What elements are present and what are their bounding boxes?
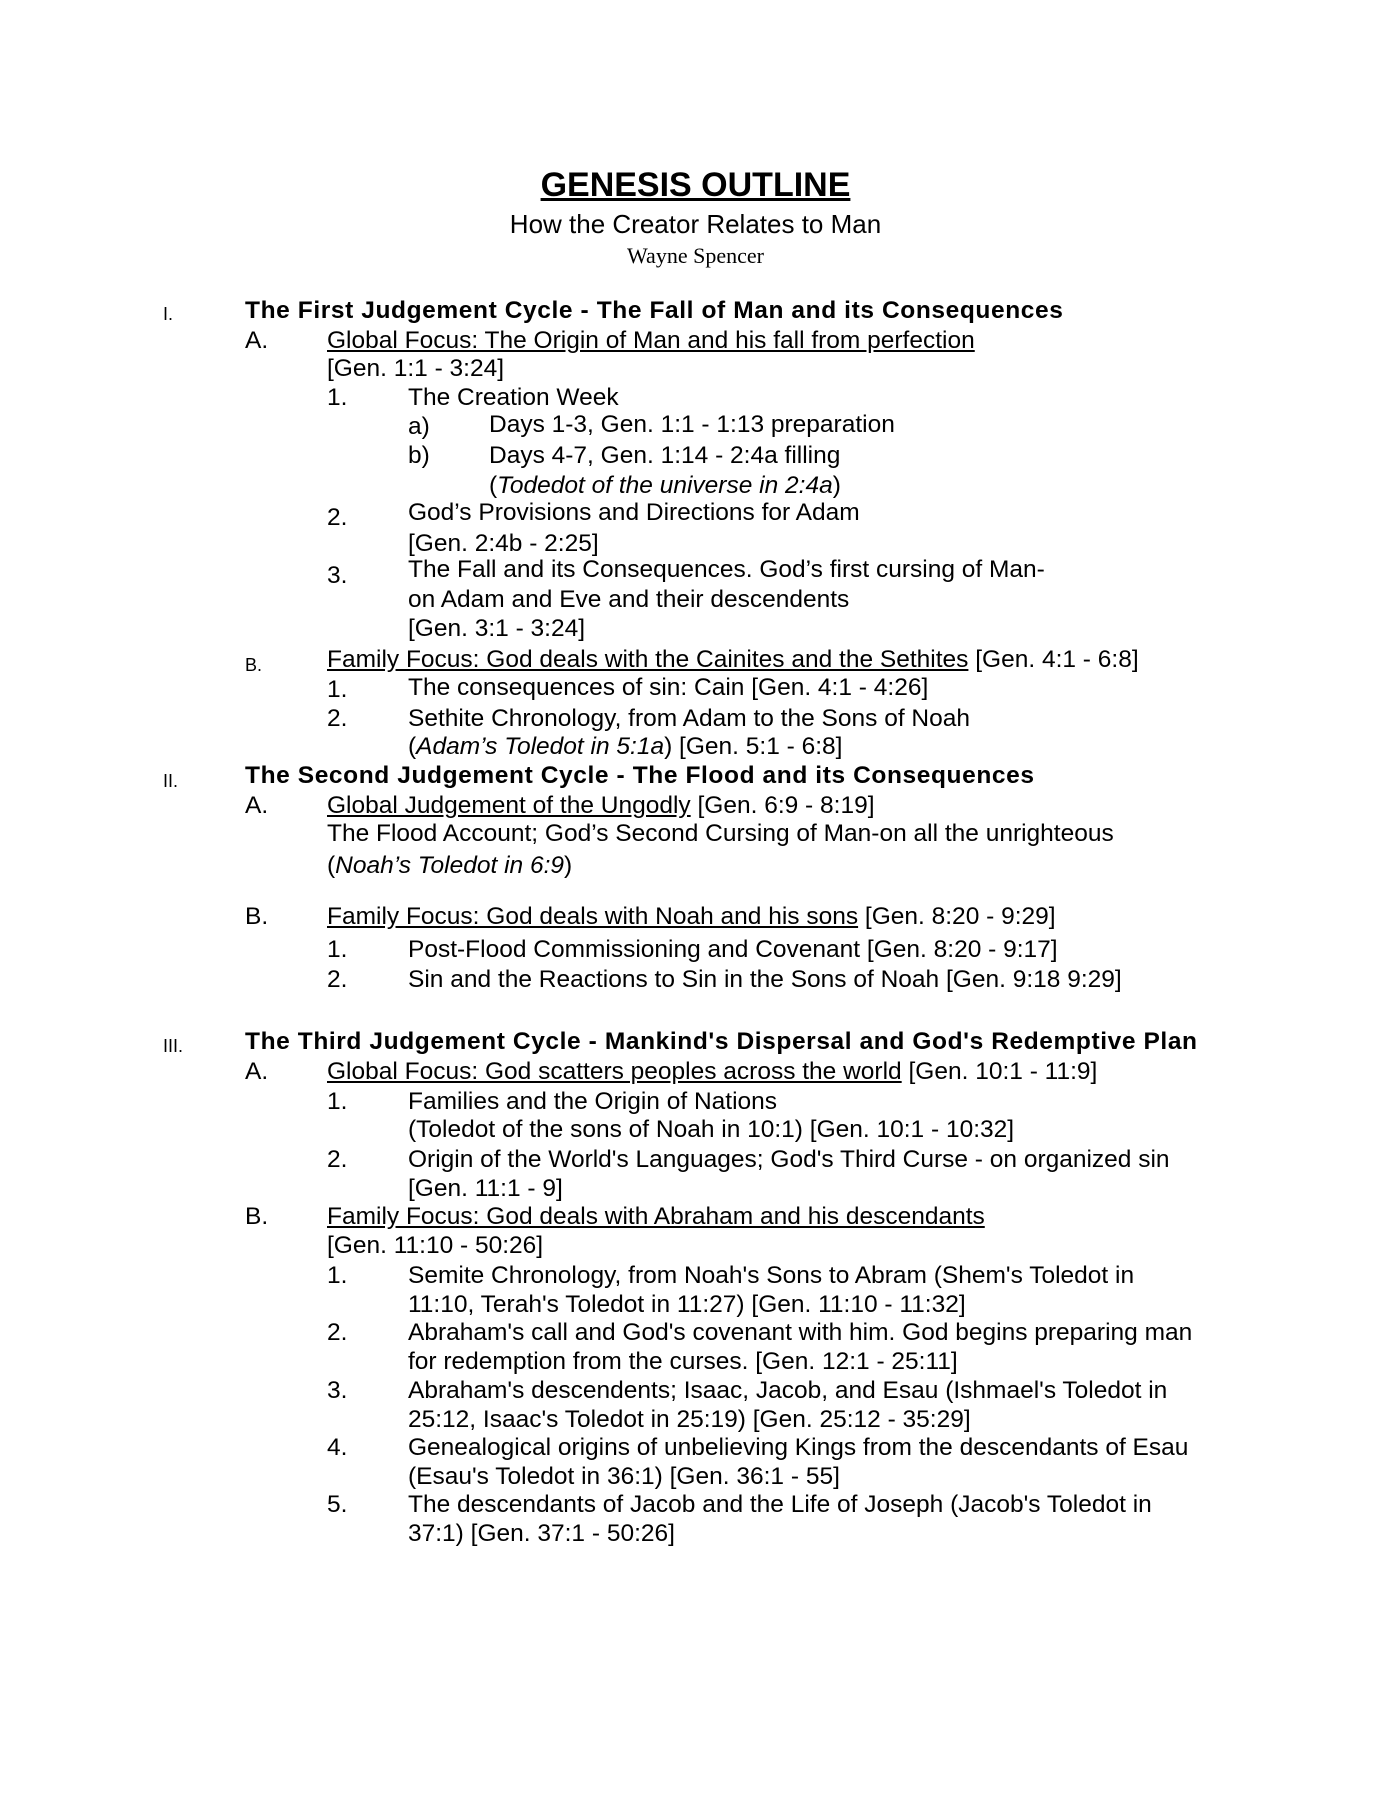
section-3b-reference: [Gen. 11:10 - 50:26] xyxy=(327,1232,544,1259)
item-1b2-note: (Adam’s Toledot in 5:1a) [Gen. 5:1 - 6:8] xyxy=(408,733,843,760)
item-1a2-text: God’s Provisions and Directions for Adam xyxy=(408,499,860,526)
item-3a1-line1: Families and the Origin of Nations xyxy=(408,1088,778,1115)
section-1-heading: The First Judgement Cycle - The Fall of Man and its Consequences xyxy=(245,297,1064,324)
section-3b-letter: B. xyxy=(245,1203,269,1230)
section-1a-letter: A. xyxy=(245,327,269,354)
section-3-heading: The Third Judgement Cycle - Mankind's Dispersal and God's Redemptive Plan xyxy=(245,1028,1198,1055)
item-2b1-text: Post-Flood Commissioning and Covenant [Gen. 8:20 - 9:17] xyxy=(408,936,1058,963)
item-3b5-line1: The descendants of Jacob and the Life of Joseph (Jacob's Toledot in xyxy=(408,1491,1152,1518)
document-author: Wayne Spencer xyxy=(627,243,764,268)
item-1a3-line2: on Adam and Eve and their descendents xyxy=(408,586,850,613)
item-3b1-line2: 11:10, Terah's Toledot in 11:27) [Gen. 11:10 - 11:32] xyxy=(408,1291,966,1318)
section-2-heading: The Second Judgement Cycle - The Flood and its Consequences xyxy=(245,762,1035,789)
item-1a1a-number: a) xyxy=(408,413,430,440)
item-1b1-text: The consequences of sin: Cain [Gen. 4:1 - 4:26] xyxy=(408,674,929,701)
item-3a1-line2: (Toledot of the sons of Noah in 10:1) [Gen. 10:1 - 10:32] xyxy=(408,1116,1015,1143)
item-3b3-line2: 25:12, Isaac's Toledot in 25:19) [Gen. 25:12 - 35:29] xyxy=(408,1406,971,1433)
section-1b-title: Family Focus: God deals with the Cainites and the Sethites [Gen. 4:1 - 6:8] xyxy=(327,646,1139,673)
section-3-number: III. xyxy=(163,1036,184,1056)
item-3b2-number: 2. xyxy=(327,1319,348,1346)
item-2b1-number: 1. xyxy=(327,936,348,963)
section-2a-description: The Flood Account; God’s Second Cursing of Man-on all the unrighteous xyxy=(327,820,1114,847)
section-2-number: II. xyxy=(163,771,179,791)
item-3b2-line2: for redemption from the curses. [Gen. 12:1 - 25:11] xyxy=(408,1348,958,1375)
item-3b4-line2: (Esau's Toledot in 36:1) [Gen. 36:1 - 55] xyxy=(408,1463,840,1490)
section-2a-letter: A. xyxy=(245,792,269,819)
item-1a2-reference: [Gen. 2:4b - 2:25] xyxy=(408,530,599,557)
item-3b4-line1: Genealogical origins of unbelieving Kings from the descendants of Esau xyxy=(408,1434,1189,1461)
section-2a-title: Global Judgement of the Ungodly [Gen. 6:9 - 8:19] xyxy=(327,792,875,819)
item-3b3-line1: Abraham's descendents; Isaac, Jacob, and Esau (Ishmael's Toledot in xyxy=(408,1377,1168,1404)
item-1a2-number: 2. xyxy=(327,504,348,531)
item-3b2-line1: Abraham's call and God's covenant with him. God begins preparing man xyxy=(408,1319,1193,1346)
section-3a-title: Global Focus: God scatters peoples across the world [Gen. 10:1 - 11:9] xyxy=(327,1058,1098,1085)
item-3b4-number: 4. xyxy=(327,1434,348,1461)
item-1a1-text: The Creation Week xyxy=(408,384,619,411)
section-3b-title: Family Focus: God deals with Abraham and his descendants xyxy=(327,1203,985,1230)
item-1a1-number: 1. xyxy=(327,384,348,411)
section-1a-title: Global Focus: The Origin of Man and his fall from perfection xyxy=(327,327,975,354)
item-3b5-number: 5. xyxy=(327,1491,348,1518)
section-2b-letter: B. xyxy=(245,903,269,930)
section-3a-letter: A. xyxy=(245,1058,269,1085)
item-1a1b-number: b) xyxy=(408,442,430,469)
item-1b1-number: 1. xyxy=(327,676,348,703)
item-1a1b-text: Days 4-7, Gen. 1:14 - 2:4a filling xyxy=(489,442,841,469)
item-3b1-line1: Semite Chronology, from Noah's Sons to Abram (Shem's Toledot in xyxy=(408,1262,1135,1289)
item-1b2-text: Sethite Chronology, from Adam to the Sons of Noah xyxy=(408,705,971,732)
section-2a-note: (Noah’s Toledot in 6:9) xyxy=(327,852,573,879)
item-2b2-text: Sin and the Reactions to Sin in the Sons of Noah [Gen. 9:18 9:29] xyxy=(408,966,1122,993)
document-title: GENESIS OUTLINE xyxy=(540,166,851,204)
item-3a2-line2: [Gen. 11:1 - 9] xyxy=(408,1175,563,1202)
item-1a3-line1: The Fall and its Consequences. God’s first cursing of Man- xyxy=(408,556,1045,583)
section-1b-letter: B. xyxy=(245,655,263,675)
item-3a1-number: 1. xyxy=(327,1088,348,1115)
item-1a1-note: (Todedot of the universe in 2:4a) xyxy=(489,472,841,499)
item-3b3-number: 3. xyxy=(327,1377,348,1404)
item-1a3-reference: [Gen. 3:1 - 3:24] xyxy=(408,615,586,642)
item-3a2-line1: Origin of the World's Languages; God's Third Curse - on organized sin xyxy=(408,1146,1170,1173)
section-1-number: I. xyxy=(163,304,174,324)
section-1a-reference: [Gen. 1:1 - 3:24] xyxy=(327,355,505,382)
document-subtitle: How the Creator Relates to Man xyxy=(509,209,882,239)
item-3a2-number: 2. xyxy=(327,1146,348,1173)
item-3b5-line2: 37:1) [Gen. 37:1 - 50:26] xyxy=(408,1520,675,1547)
item-1a3-number: 3. xyxy=(327,562,348,589)
item-3b1-number: 1. xyxy=(327,1262,348,1289)
item-2b2-number: 2. xyxy=(327,966,348,993)
item-1b2-number: 2. xyxy=(327,705,348,732)
item-1a1a-text: Days 1-3, Gen. 1:1 - 1:13 preparation xyxy=(489,411,895,438)
section-2b-title: Family Focus: God deals with Noah and his sons [Gen. 8:20 - 9:29] xyxy=(327,903,1056,930)
